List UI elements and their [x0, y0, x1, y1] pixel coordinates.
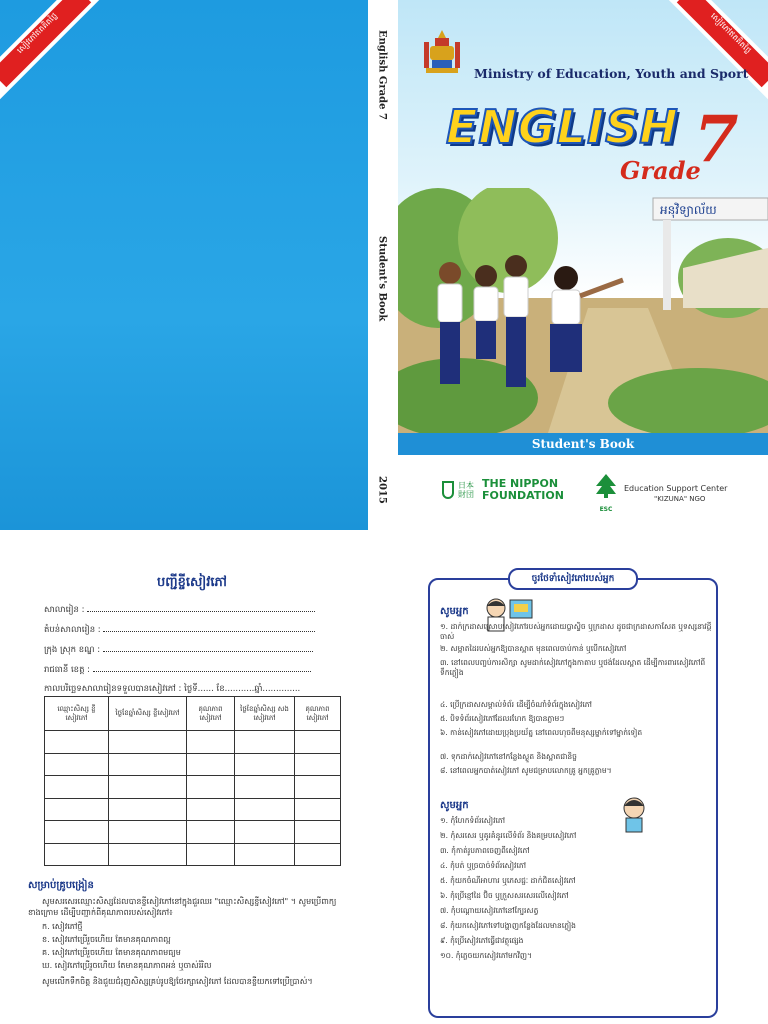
- thinking-boy-icon: [616, 794, 652, 834]
- table-cell[interactable]: [187, 821, 235, 844]
- quality-option-d: ឃ. សៀវភៅប្រើរួចហើយ តែមានគុណភាពអន់ ឬចាស់រំរិល: [42, 961, 212, 970]
- esc-abbr: ESC: [599, 506, 613, 513]
- table-cell[interactable]: [45, 821, 109, 844]
- loan-record-table: [44, 696, 341, 866]
- for-teacher-heading: សម្រាប់គ្រូបង្រៀន: [28, 880, 94, 891]
- table-cell[interactable]: [235, 843, 295, 866]
- book-care-page: [384, 530, 768, 1024]
- form-field-date-received: [44, 684, 300, 696]
- dont-item: ៦. កុំប្រើខ្មៅដៃ ប៊ិច ឬក្រួសសរសេរលើសៀវភៅ: [440, 891, 569, 900]
- table-cell[interactable]: [45, 776, 109, 799]
- table-cell[interactable]: [295, 753, 341, 776]
- do-item: ៥. បិទទំព័រសៀវភៅដែលរហែក ឱ្យបានភ្លាមៗ: [440, 714, 565, 723]
- spine-year: 2015: [376, 476, 388, 504]
- front-cover: [398, 0, 768, 530]
- table-cell[interactable]: [109, 776, 187, 799]
- do-item: ២. សម្អាតដៃរបស់អ្នកឱ្យបានស្អាត មុនពេលចាប់កាន់ ឬបើកសៀវភៅ: [440, 644, 627, 653]
- form-label: កាលបរិច្ឆេទសាលារៀនទទួលបានសៀវភៅ : ថ្ងៃទី...... ខែ...........ឆ្នាំ..............: [44, 684, 301, 694]
- nippon-mark-icon: [442, 481, 454, 499]
- table-cell[interactable]: [187, 753, 235, 776]
- nippon-name-line1: THE NIPPON: [482, 477, 559, 490]
- table-cell[interactable]: [45, 798, 109, 821]
- dont-item: ៣. កុំកាត់រូបភាពចេញពីសៀវភៅ: [440, 846, 530, 855]
- dont-section-heading: សូមអ្នក: [440, 800, 469, 811]
- form-field-school-zone: [44, 624, 315, 637]
- fill-line: [103, 624, 315, 632]
- nippon-kanji: 日本 財団: [458, 481, 474, 499]
- table-cell[interactable]: [235, 776, 295, 799]
- table-cell[interactable]: [295, 731, 341, 754]
- quality-option-a: ក. សៀវភៅថ្មី: [42, 922, 83, 931]
- table-row: [45, 843, 341, 866]
- table-cell[interactable]: [235, 753, 295, 776]
- table-cell[interactable]: [295, 798, 341, 821]
- esc-sub: "KIZUNA" NGO: [654, 494, 706, 503]
- students-book-banner: Student's Book: [398, 433, 768, 455]
- back-cover: [0, 0, 368, 530]
- table-cell[interactable]: [235, 731, 295, 754]
- form-field-school: [44, 604, 315, 617]
- fill-line: [103, 644, 313, 652]
- nippon-name-line2: FOUNDATION: [482, 489, 564, 502]
- form-label: រាជធានី ខេត្ត :: [44, 665, 91, 675]
- teacher-instructions: សូមសរសេរឈ្មោះសិស្សដែលបានខ្ចីសៀវភៅនៅក្នុងជួរឈរ "ឈ្មោះសិស្សខ្ចីសៀវភៅ" ។ សូមប្រើពាក្យខាងក្រោម ដើម្បីបញ្ជាក់ពីគុណភាពរបស់សៀវភៅ៖: [28, 897, 337, 917]
- do-item: ៧. ទុកដាក់សៀវភៅនៅកន្លែងស្ងួត និងស្អាតជានិច្ច: [440, 752, 577, 761]
- nippon-foundation-logo: [442, 478, 564, 502]
- spine-book-type: Student's Book: [376, 236, 388, 322]
- do-section-heading: សូមអ្នក: [440, 606, 469, 617]
- do-item: ៨. នៅពេលអ្នកបាត់សៀវភៅ សូមជម្រាបលោកគ្រូ អ្នកគ្រូភ្លាម។: [440, 766, 612, 775]
- table-cell[interactable]: [45, 753, 109, 776]
- form-label: សាលារៀន :: [44, 605, 85, 615]
- table-cell[interactable]: [45, 731, 109, 754]
- table-cell[interactable]: [187, 798, 235, 821]
- form-field-district: [44, 644, 313, 657]
- table-cell[interactable]: [187, 731, 235, 754]
- do-item: ៣. នៅពេលបញ្ចប់ការសិក្សា សូមដាក់សៀវភៅក្នុងកាតាប ឬថង់ដែលស្អាត ដើម្បីការពារសៀវភៅពីទឹកភ្លៀង: [440, 658, 706, 677]
- school-sign-text: អនុវិទ្យាល័យ: [660, 203, 717, 217]
- grade-number: 7: [694, 102, 739, 177]
- dont-item: ២. កុំសរសេរ ឬគូរគំនូរលើទំព័រ និងគម្របសៀវភៅ: [440, 831, 577, 840]
- table-row: [45, 821, 341, 844]
- table-row: [45, 753, 341, 776]
- table-cell[interactable]: [45, 843, 109, 866]
- book-care-title: ចូរថែទាំសៀវភៅរបស់អ្នក: [508, 568, 638, 590]
- book-title: ENGLISH: [446, 100, 679, 154]
- table-cell[interactable]: [235, 798, 295, 821]
- table-cell[interactable]: [187, 843, 235, 866]
- table-cell[interactable]: [109, 798, 187, 821]
- ribbon-label: សៀវភៅឥតគិតថ្លៃ: [0, 0, 91, 87]
- header-return-date: ថ្ងៃខែឆ្នាំសិស្ស សងសៀវភៅ: [235, 697, 295, 731]
- grade-label: Grade: [620, 156, 701, 185]
- ribbon-label-right: សៀវភៅឥតគិតថ្លៃ: [677, 0, 768, 87]
- header-borrow-date: ថ្ងៃខែឆ្នាំសិស្ស ខ្ចីសៀវភៅ: [109, 697, 187, 731]
- table-cell[interactable]: [295, 776, 341, 799]
- fill-line: [93, 664, 311, 672]
- book-loan-register-page: [0, 530, 384, 1024]
- quality-option-b: ខ. សៀវភៅប្រើរួចហើយ តែមានគុណភាពល្អ: [42, 935, 171, 944]
- header-quality-out: គុណភាព សៀវភៅ: [187, 697, 235, 731]
- esc-logo: [594, 474, 727, 513]
- header-student-name: ឈ្មោះសិស្ស ខ្ចីសៀវភៅ: [45, 697, 109, 731]
- fill-line: [87, 604, 315, 612]
- table-row: [45, 731, 341, 754]
- header-quality-in: គុណភាព សៀវភៅ: [295, 697, 341, 731]
- table-cell[interactable]: [235, 821, 295, 844]
- dont-item: ១. កុំហែកទំព័រសៀវភៅ: [440, 816, 506, 825]
- table-cell[interactable]: [295, 843, 341, 866]
- spine-title: English Grade 7: [376, 30, 388, 120]
- table-cell[interactable]: [109, 731, 187, 754]
- students-illustration: [398, 188, 768, 433]
- table-row: [45, 776, 341, 799]
- table-cell[interactable]: [109, 843, 187, 866]
- book-care-card: [428, 574, 718, 1018]
- dont-item: ៩. កុំប្រើសៀវភៅធ្វើជាវត្ថុផ្សេង: [440, 936, 524, 945]
- form-field-province: [44, 664, 311, 677]
- teacher-closing-note: សូមលើកទឹកចិត្ត និងជួយជំរុញសិស្សគ្រប់រូបឱ្យថែរក្សាសៀវភៅ ដែលបានខ្ចីយកទៅប្រើប្រាស់។: [42, 977, 313, 986]
- do-item: ១. ដាក់ក្រដាសស្រោបសៀវភៅរបស់អ្នកដោយប្លាស្ទិច ឬក្រដាស ដូចជាក្រដាសកាសែត ឬទស្សនាវដ្តីចាស់: [440, 622, 712, 641]
- dont-item: ៥. កុំយកចំណីអាហារ ឬភេសជ្ជៈ ដាក់ជិតសៀវភៅ: [440, 876, 576, 885]
- dont-item: ៨. កុំយកសៀវភៅទៅបង្ហាញកន្លែងដែលមានភ្លៀង: [440, 921, 576, 930]
- dont-item: ៤. កុំបត់ ឬច្របាច់ទំព័រសៀវភៅ: [440, 861, 526, 870]
- table-header-row: [45, 697, 341, 731]
- form-label: ក្រុង ស្រុក ខណ្ឌ :: [44, 645, 101, 655]
- table-cell[interactable]: [295, 821, 341, 844]
- royal-emblem-icon: [420, 28, 464, 76]
- do-item: ៦. កាន់សៀវភៅដោយប្រុងប្រយ័ត្ន នៅពេលហុចពីមនុស្សម្នាក់ទៅម្នាក់ទៀត: [440, 728, 643, 737]
- table-cell[interactable]: [109, 753, 187, 776]
- table-cell[interactable]: [187, 776, 235, 799]
- quality-option-c: គ. សៀវភៅប្រើរួចហើយ តែមានគុណភាពមធ្យម: [42, 948, 181, 957]
- table-cell[interactable]: [109, 821, 187, 844]
- esc-tree-icon: [594, 474, 618, 502]
- dont-item: ៧. កុំបណ្តោយសៀវភៅនៅក្បែរសត្វ: [440, 906, 539, 915]
- ministry-name: Ministry of Education, Youth and Sport: [474, 66, 749, 81]
- loan-register-title: បញ្ជីខ្ចីសៀវភៅ: [157, 575, 227, 590]
- free-book-ribbon: [0, 0, 105, 101]
- form-label: តំបន់សាលារៀន :: [44, 625, 101, 635]
- table-row: [45, 798, 341, 821]
- do-item: ៤. ប្រើក្រដាសសម្គាល់ទំព័រ ដើម្បីចំណាំទំព័រក្នុងសៀវភៅ: [440, 700, 592, 709]
- esc-name: Education Support Center: [624, 483, 728, 493]
- dont-item: ១០. កុំភ្លេចយកសៀវភៅមកវិញ។: [440, 951, 532, 960]
